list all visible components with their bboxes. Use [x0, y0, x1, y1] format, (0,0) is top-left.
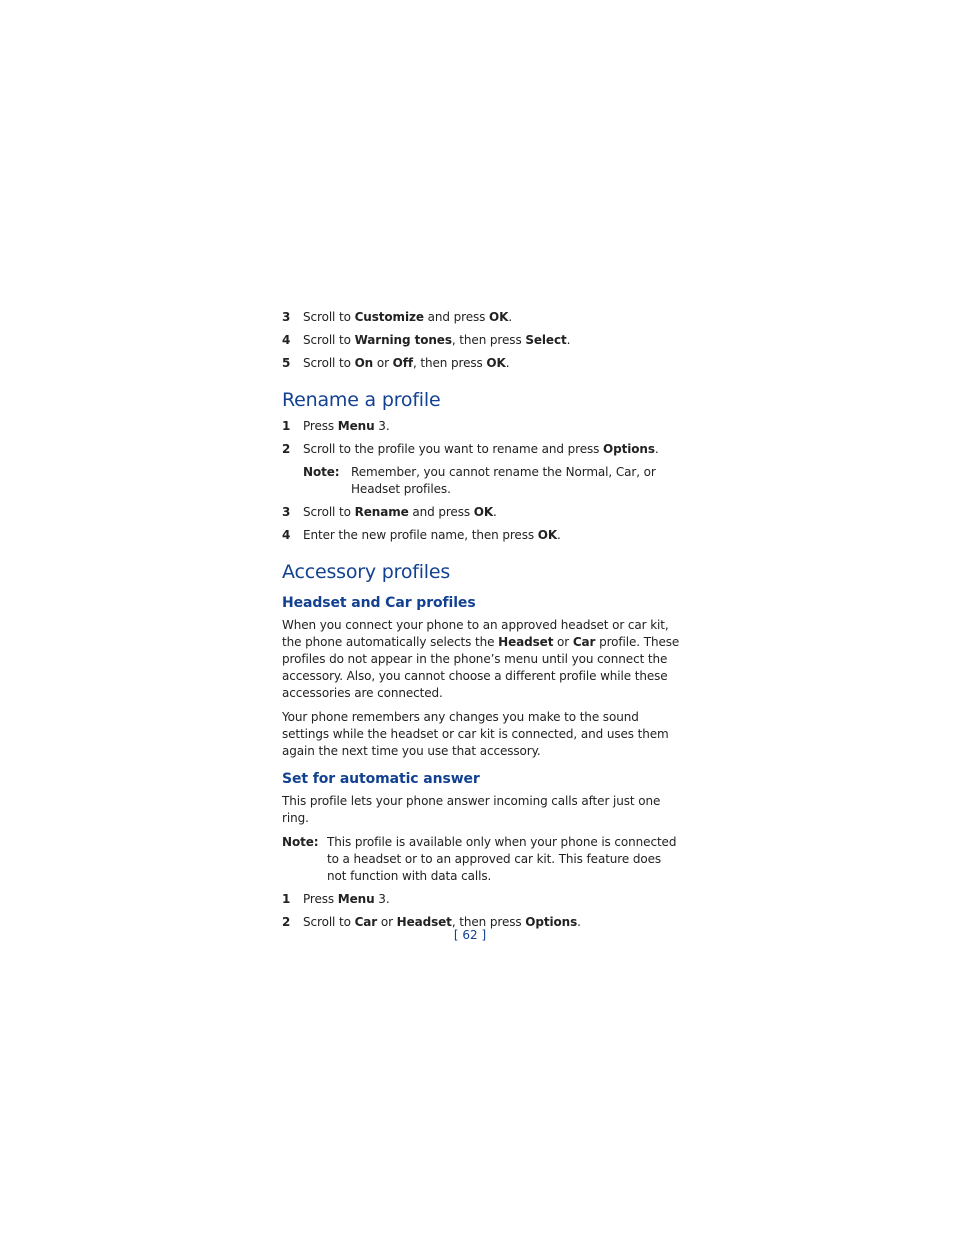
step-number: 1: [282, 892, 291, 906]
paragraph-remembers: Your phone remembers any changes you make to the sound settings while the headset or car kit is connected, and uses them again the next time you use that accessory.: [282, 710, 669, 758]
step-number: 2: [282, 915, 291, 929]
step-text: Scroll to Customize and press OK.: [303, 310, 513, 324]
step-number: 1: [282, 419, 291, 433]
rename-step-1: [282, 418, 682, 435]
note-text: This profile is available only when your phone is connected to a headset or to an approved car kit. This feature does not function with data calls.: [327, 835, 677, 883]
page-number: [ 62 ]: [453, 928, 487, 942]
step-warning-tones: [282, 332, 682, 349]
note-label: Note:: [303, 465, 340, 479]
step-text: Scroll to Warning tones, then press Select.: [303, 333, 571, 347]
step-on-off: [282, 355, 682, 372]
step-text: Scroll to the profile you want to rename and press Options.: [303, 442, 659, 456]
rename-step-3: [282, 504, 682, 521]
step-number: 5: [282, 356, 291, 370]
step-number: 4: [282, 333, 291, 347]
step-text: Press Menu 3.: [303, 892, 390, 906]
heading-rename-profile: Rename a profile: [282, 389, 441, 411]
rename-step-4: [282, 527, 682, 544]
rename-note: [303, 464, 682, 498]
step-number: 3: [282, 310, 291, 324]
accessory-step-1: [282, 891, 682, 908]
step-text: Scroll to Rename and press OK.: [303, 505, 497, 519]
paragraph-headset-car: When you connect your phone to an approved headset or car kit, the phone automatically selects the Headset or Car profile. These profiles do not appear in the phone’s menu until you connect the accessory. Also, you cannot choose a different profile while these accessories are connected.: [282, 618, 680, 700]
page-content: [282, 309, 682, 937]
accessory-note: [282, 834, 682, 885]
subheading-headset-car: Headset and Car profiles: [282, 595, 476, 611]
step-text: Enter the new profile name, then press OK.: [303, 528, 561, 542]
step-number: 4: [282, 528, 291, 542]
note-label: Note:: [282, 835, 319, 849]
step-number: 3: [282, 505, 291, 519]
step-customize: [282, 309, 682, 326]
note-text: Remember, you cannot rename the Normal, Car, or Headset profiles.: [351, 465, 656, 496]
subheading-automatic-answer: Set for automatic answer: [282, 771, 480, 787]
step-number: 2: [282, 442, 291, 456]
rename-step-2: [282, 441, 682, 458]
step-text: Scroll to Car or Headset, then press Options.: [303, 915, 581, 929]
step-text: Press Menu 3.: [303, 419, 390, 433]
heading-accessory-profiles: Accessory profiles: [282, 561, 451, 583]
step-text: Scroll to On or Off, then press OK.: [303, 356, 510, 370]
paragraph-automatic-answer: This profile lets your phone answer incoming calls after just one ring.: [282, 794, 661, 825]
